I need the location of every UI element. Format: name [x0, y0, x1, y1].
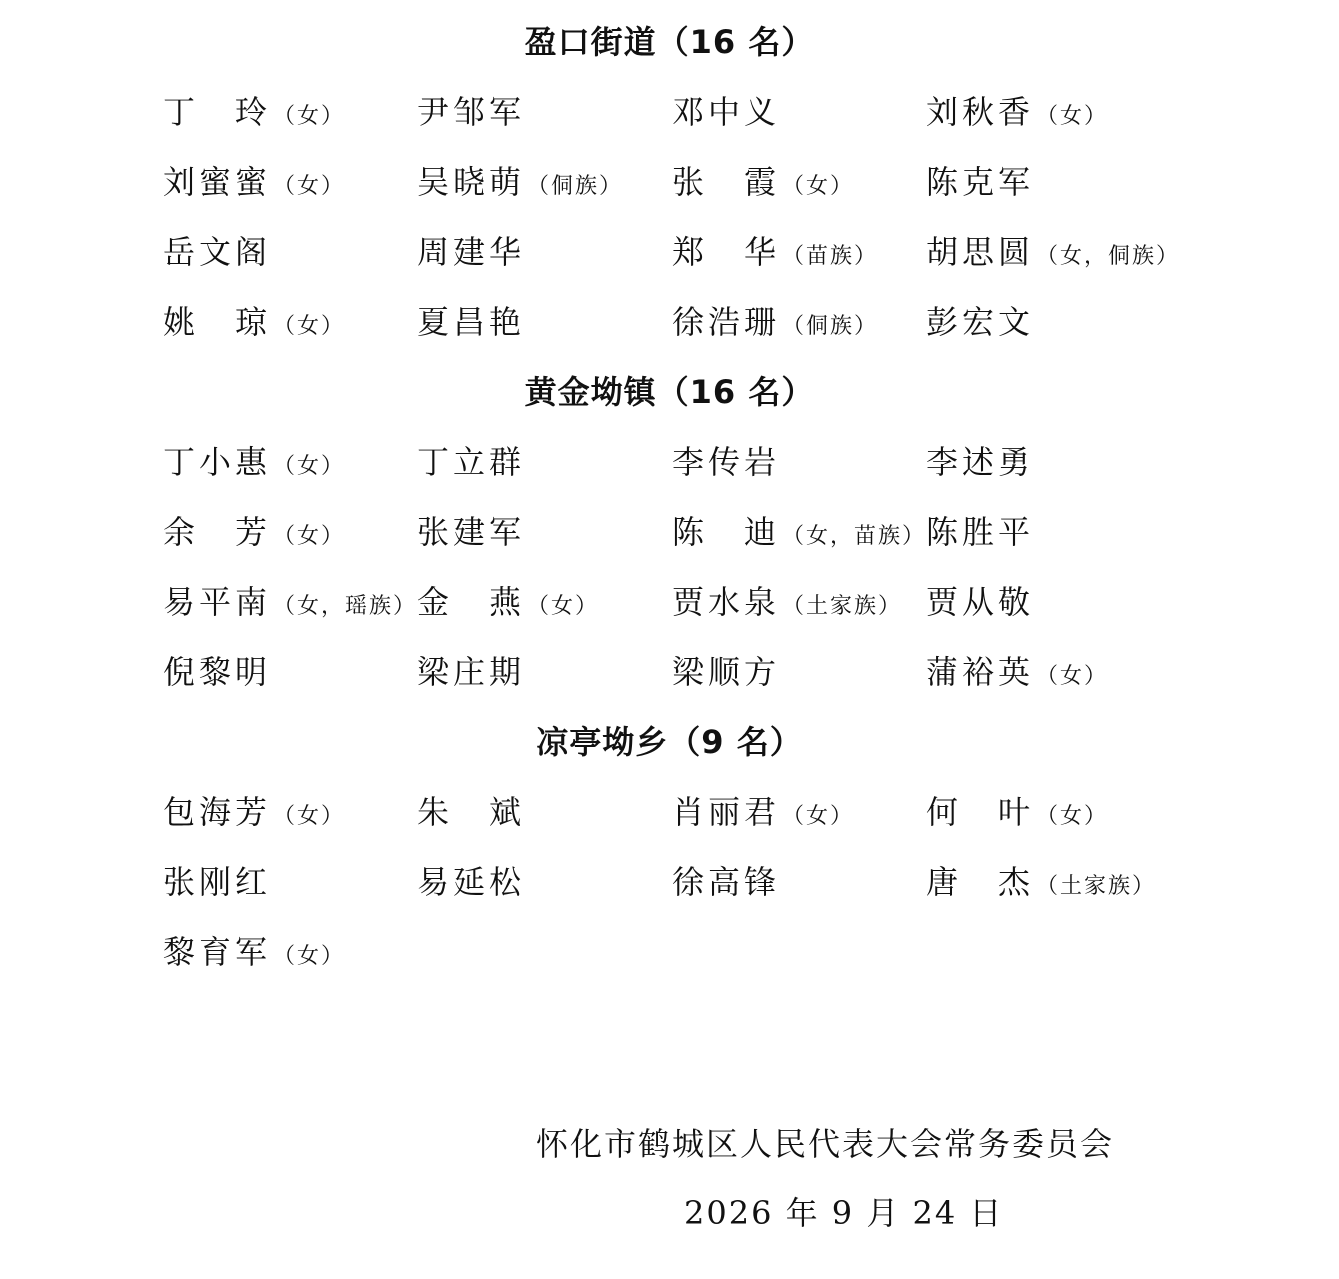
name-entry — [417, 652, 527, 698]
section-heading-huangjinao: 黄金坳镇（16 名） — [524, 373, 815, 411]
name-entry — [672, 92, 782, 138]
person-note: （女） — [273, 104, 346, 129]
name-entry — [163, 862, 273, 908]
person-note: （土家族） — [782, 594, 903, 619]
name-entry — [926, 302, 1036, 348]
person-note: （女） — [273, 524, 346, 549]
person-name: 梁庄期 — [417, 653, 526, 691]
person-note: （侗族） — [527, 174, 624, 199]
person-name: 梁顺方 — [672, 653, 781, 691]
name-row — [163, 162, 1263, 232]
person-name: 刘蜜蜜 — [163, 163, 272, 201]
person-name: 贾从敬 — [926, 583, 1035, 621]
person-name: 李传岩 — [672, 443, 781, 481]
person-note: （女） — [273, 804, 346, 829]
person-name: 贾水泉 — [672, 583, 781, 621]
person-note: （女） — [1036, 804, 1109, 829]
name-entry — [417, 792, 527, 838]
name-row — [163, 652, 1263, 722]
name-entry — [163, 232, 273, 278]
name-row — [163, 582, 1263, 652]
name-entry — [417, 442, 527, 488]
person-name: 徐浩珊 — [672, 303, 781, 341]
person-name: 蒲裕英 — [926, 653, 1035, 691]
person-name: 唐 杰 — [926, 863, 1035, 901]
name-entry — [163, 442, 345, 488]
name-entry — [926, 862, 1156, 908]
name-entry — [926, 442, 1036, 488]
name-row — [163, 232, 1263, 302]
person-note: （女，苗族） — [782, 524, 927, 549]
name-entry — [417, 162, 623, 208]
person-name: 丁 玲 — [163, 93, 272, 131]
name-entry — [926, 512, 1036, 558]
person-name: 夏昌艳 — [417, 303, 526, 341]
section-heading-yingkou: 盈口街道（16 名） — [524, 23, 815, 61]
issue-date: 2026 年 9 月 24 日 — [684, 1194, 1004, 1232]
name-entry — [417, 862, 527, 908]
name-grid-huangjinao — [163, 442, 1263, 722]
name-row — [163, 512, 1263, 582]
name-row — [163, 862, 1263, 932]
person-name: 陈克军 — [926, 163, 1035, 201]
person-name: 张刚红 — [163, 863, 272, 901]
name-entry — [163, 162, 345, 208]
person-note: （女） — [1036, 664, 1109, 689]
person-note: （女，侗族） — [1036, 244, 1181, 269]
name-grid-yingkou — [163, 92, 1263, 372]
name-entry — [672, 582, 902, 628]
person-name: 陈胜平 — [926, 513, 1035, 551]
person-note: （女） — [527, 594, 600, 619]
name-entry — [163, 932, 345, 978]
person-name: 倪黎明 — [163, 653, 272, 691]
person-name: 邓中义 — [672, 93, 781, 131]
name-row — [163, 442, 1263, 512]
person-name: 周建华 — [417, 233, 526, 271]
person-note: （女） — [273, 174, 346, 199]
name-entry — [417, 302, 527, 348]
name-entry — [672, 442, 782, 488]
person-name: 岳文阁 — [163, 233, 272, 271]
person-name: 肖丽君 — [672, 793, 781, 831]
name-row — [163, 932, 1263, 1002]
name-entry — [672, 232, 878, 278]
name-entry — [163, 512, 345, 558]
name-row — [163, 792, 1263, 862]
person-name: 徐高锋 — [672, 863, 781, 901]
person-name: 张 霞 — [672, 163, 781, 201]
name-entry — [672, 652, 782, 698]
issuing-organization: 怀化市鹤城区人民代表大会常务委员会 — [536, 1125, 1115, 1163]
person-name: 黎育军 — [163, 933, 272, 971]
person-name: 尹邹军 — [417, 93, 526, 131]
person-name: 李述勇 — [926, 443, 1035, 481]
name-entry — [672, 162, 854, 208]
name-entry — [926, 232, 1180, 278]
person-name: 何 叶 — [926, 793, 1035, 831]
name-entry — [417, 512, 527, 558]
name-entry — [163, 582, 417, 628]
person-name: 朱 斌 — [417, 793, 526, 831]
person-name: 丁小惠 — [163, 443, 272, 481]
name-entry — [672, 302, 878, 348]
person-name: 彭宏文 — [926, 303, 1035, 341]
name-entry — [417, 232, 527, 278]
person-note: （土家族） — [1036, 874, 1157, 899]
person-name: 金 燕 — [417, 583, 526, 621]
person-name: 易平南 — [163, 583, 272, 621]
person-note: （女） — [782, 804, 855, 829]
person-note: （女，瑶族） — [273, 594, 418, 619]
name-entry — [417, 582, 599, 628]
name-entry — [163, 652, 273, 698]
person-note: （女） — [273, 314, 346, 339]
person-name: 陈 迪 — [672, 513, 781, 551]
name-entry — [417, 92, 527, 138]
person-name: 姚 琼 — [163, 303, 272, 341]
person-note: （女） — [782, 174, 855, 199]
name-grid-liangtingao — [163, 792, 1263, 1002]
person-note: （苗族） — [782, 244, 879, 269]
name-entry — [926, 92, 1108, 138]
person-name: 郑 华 — [672, 233, 781, 271]
person-name: 包海芳 — [163, 793, 272, 831]
name-entry — [163, 92, 345, 138]
person-name: 易延松 — [417, 863, 526, 901]
person-note: （女） — [1036, 104, 1109, 129]
name-entry — [672, 792, 854, 838]
name-row — [163, 302, 1263, 372]
name-row — [163, 92, 1263, 162]
name-entry — [926, 582, 1036, 628]
person-name: 胡思圆 — [926, 233, 1035, 271]
section-heading-liangtingao: 凉亭坳乡（9 名） — [536, 723, 803, 761]
person-note: （女） — [273, 454, 346, 479]
name-entry — [163, 302, 345, 348]
person-name: 余 芳 — [163, 513, 272, 551]
name-entry — [926, 162, 1036, 208]
person-note: （侗族） — [782, 314, 879, 339]
person-name: 吴晓萌 — [417, 163, 526, 201]
person-name: 刘秋香 — [926, 93, 1035, 131]
name-entry — [926, 652, 1108, 698]
name-entry — [926, 792, 1108, 838]
name-entry — [163, 792, 345, 838]
person-name: 丁立群 — [417, 443, 526, 481]
person-note: （女） — [273, 944, 346, 969]
name-entry — [672, 512, 926, 558]
person-name: 张建军 — [417, 513, 526, 551]
name-entry — [672, 862, 782, 908]
